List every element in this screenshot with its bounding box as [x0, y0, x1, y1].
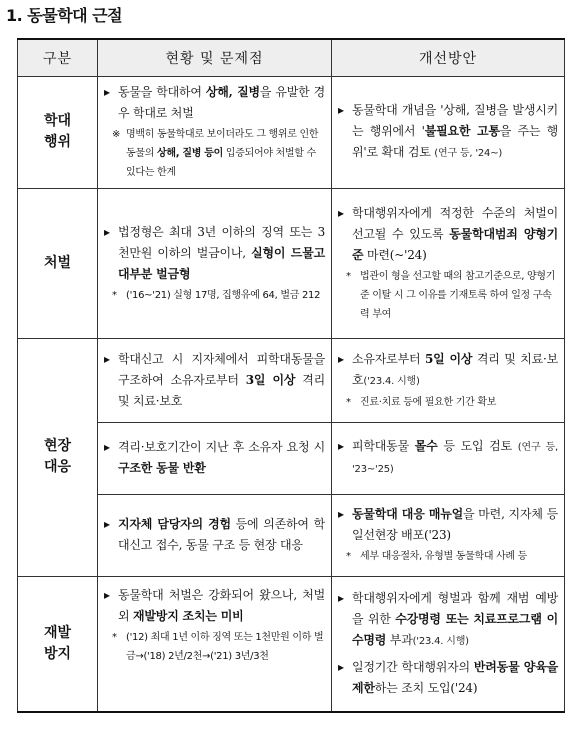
- emphasis-text: 몰수: [414, 439, 438, 453]
- header-status: 현황 및 문제점: [98, 39, 332, 76]
- text: 격리·보호기간이 지난 후 소유자 요청 시: [118, 440, 325, 454]
- emphasis-text: 지자체 담당자의 경험: [118, 517, 231, 531]
- header-improvement: 개선방안: [332, 39, 565, 76]
- text: 격리 및 치료·보호: [118, 372, 325, 408]
- note-mark: *: [346, 551, 351, 562]
- footnote: [102, 628, 325, 666]
- text: ('16~'21) 실형 17명, 집행유예 64, 벌금 212: [126, 289, 321, 301]
- status-cell: [98, 338, 332, 422]
- text: 동물학대 개념을 '상해, 질병을 발생시키는 행위에서 ': [352, 103, 558, 138]
- emphasis-text: 동물학대 대응 매뉴얼: [352, 507, 464, 521]
- text: 마련(~'24): [363, 247, 427, 262]
- category-recurrence-prevention: [18, 576, 98, 712]
- period-note: (연구 등, '23~'25): [352, 442, 559, 475]
- bullet-item: [102, 585, 325, 627]
- category-label-line: 학대: [43, 113, 72, 129]
- table-row: [18, 338, 565, 422]
- emphasis-text: 구조한 동물 반환: [118, 461, 206, 475]
- emphasis-text: 재발방지 조치는 미비: [133, 608, 244, 623]
- improvement-cell: [332, 188, 565, 338]
- category-label-line: 처벌: [43, 254, 72, 271]
- bullet-item: [336, 588, 558, 652]
- category-label-line: 행위: [43, 134, 72, 150]
- emphasis-text: 동물학대범죄 양형기준: [352, 226, 558, 262]
- bullet-item: [336, 504, 558, 546]
- bullet-item: [102, 437, 325, 479]
- text: 부과: [386, 633, 413, 648]
- text: 동물을 학대하여: [118, 85, 206, 99]
- emphasis-text: 상해, 질병: [205, 85, 260, 99]
- bullet-item: [102, 222, 325, 285]
- category-label-line: 현장: [43, 438, 72, 454]
- text: 격리 및 치료·보호: [352, 351, 559, 387]
- text: 동물학대 처벌은 강화되어 왔으나, 처벌 외: [118, 587, 325, 623]
- bullet-item: [336, 657, 558, 699]
- footnote: [102, 286, 325, 305]
- footnote: [336, 547, 558, 566]
- emphasis-text: 5일 이상: [424, 351, 473, 366]
- text: 을 마련, 지자체 등 일선현장 배포('23): [352, 507, 559, 542]
- text: 등 도입 검토: [437, 439, 518, 453]
- category-punishment: [18, 188, 98, 338]
- emphasis-text: 3일 이상: [245, 372, 296, 387]
- text: 학대신고 시 지자체에서 피학대동물을 구조하여 소유자로부터: [118, 351, 325, 387]
- improvement-cell: [332, 494, 565, 576]
- text: 소유자로부터: [352, 351, 425, 366]
- status-cell: [98, 188, 332, 338]
- emphasis-text: 실형이 드물고 대부분 벌금형: [118, 245, 325, 281]
- improvement-cell: [332, 338, 565, 422]
- footnote: [336, 267, 558, 324]
- bullet-item: [102, 349, 325, 412]
- status-cell: [98, 576, 332, 712]
- note-mark: *: [346, 396, 351, 408]
- category-label-line: 대응: [43, 459, 72, 475]
- improvement-cell: [332, 422, 565, 494]
- text: 을 유발한 경우 학대로 처벌: [118, 85, 325, 120]
- bullet-item: [336, 203, 558, 266]
- period-note: ('23.4. 시행): [412, 636, 469, 648]
- category-abuse-act: [18, 76, 98, 188]
- text: 학대행위자에게 적정한 수준의 처벌이 선고될 수 있도록: [352, 205, 558, 241]
- note-mark: *: [346, 270, 351, 282]
- note-mark: ※: [112, 129, 121, 140]
- header-category: 구분: [18, 39, 98, 76]
- table-header-row: [18, 39, 565, 76]
- emphasis-text: 수강명령 또는 치료프로그램 이수명령: [352, 612, 559, 648]
- table-row: [18, 422, 565, 494]
- text: 피학대동물: [352, 439, 415, 453]
- status-cell: [98, 422, 332, 494]
- footnote: [336, 393, 558, 412]
- status-cell: [98, 494, 332, 576]
- bullet-item: [102, 82, 325, 124]
- note-mark: *: [112, 631, 117, 643]
- emphasis-text: 상해, 질병 등이: [156, 148, 223, 159]
- improvement-cell: [332, 576, 565, 712]
- bullet-item: [336, 436, 558, 480]
- category-label-line: 재발: [43, 624, 72, 641]
- period-note: ('23.4. 시행): [363, 375, 420, 387]
- table-row: [18, 494, 565, 576]
- bullet-item: [102, 514, 325, 556]
- category-label-line: 방지: [43, 645, 72, 662]
- text: 명백히 동물학대로 보이더라도 그 행위로 인한 동물의: [126, 129, 319, 159]
- text: 입증되어야 처벌할 수 있다는 한계: [126, 148, 316, 178]
- section-heading: 1. 동물학대 근절: [6, 6, 123, 25]
- text: 일정기간 학대행위자의: [352, 660, 474, 675]
- text: ('12) 최대 1년 이하 징역 또는 1천만원 이하 벌금→('18) 2년/2천→('21) 3년/3천: [126, 631, 324, 662]
- bullet-item: [336, 100, 558, 164]
- text: 하는 조치 도입('24): [374, 681, 478, 696]
- policy-table: [17, 38, 565, 713]
- emphasis-text: 반려동물 양육을 제한: [352, 660, 558, 696]
- status-cell: [98, 76, 332, 188]
- text: 진료·치료 등에 필요한 기간 확보: [360, 396, 497, 408]
- category-field-response: [18, 338, 98, 576]
- text: 학대행위자에게 형벌과 함께 재범 예방을 위한: [352, 591, 558, 627]
- bullet-item: [336, 349, 558, 392]
- note-mark: *: [112, 289, 117, 301]
- text: 세부 대응절차, 유형별 동물학대 사례 등: [360, 551, 528, 562]
- period-note: (연구 등, '24~): [434, 148, 503, 159]
- text: 등에 의존하여 학대신고 접수, 동물 구조 등 현장 대응: [118, 517, 326, 552]
- text: 을 주는 행위'로 확대 검토: [352, 124, 558, 159]
- footnote: [102, 125, 325, 182]
- improvement-cell: [332, 76, 565, 188]
- text: 법정형은 최대 3년 이하의 징역 또는 3천만원 이하의 벌금이나,: [118, 224, 325, 260]
- text: 법관이 형을 선고할 때의 참고기준으로, 양형기준 이탈 시 그 이유를 기재토록 하여 일정 구속력 부여: [360, 270, 556, 320]
- emphasis-text: 불필요한 고통: [424, 124, 500, 138]
- table-row: [18, 188, 565, 338]
- table-row: [18, 576, 565, 712]
- table-row: [18, 76, 565, 188]
